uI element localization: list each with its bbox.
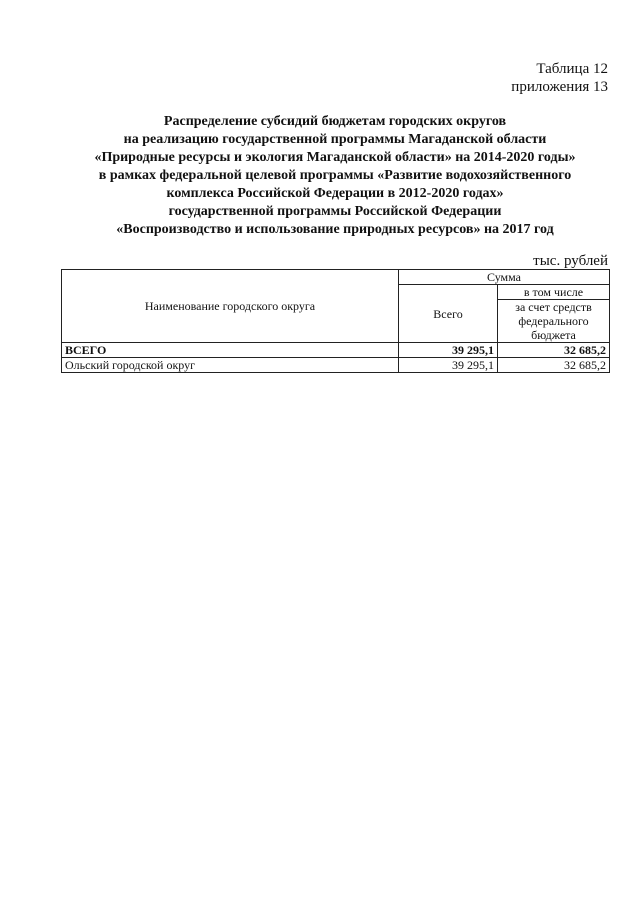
table-reference <box>511 60 608 96</box>
reference-table-number: Таблица 12 <box>536 61 608 77</box>
units-label: тыс. рублей <box>533 253 608 269</box>
header-federal-line: федерального <box>518 314 589 328</box>
title-line: в рамках федеральной целевой программы «Развитие водохозяйственного <box>98 168 572 183</box>
title-line: «Воспроизводство и использование природных ресурсов» на 2017 год <box>116 222 554 237</box>
header-federal-budget <box>498 300 610 343</box>
table-row <box>62 358 610 373</box>
row-federal-value: 32 685,2 <box>498 358 610 373</box>
title-line: «Природные ресурсы и экология Магаданской области» на 2014-2020 годы» <box>94 150 576 165</box>
header-sum: Сумма <box>399 270 610 285</box>
header-federal-line: бюджета <box>531 328 576 342</box>
header-federal-line: за счет средств <box>515 300 592 314</box>
table-row-total <box>62 343 610 358</box>
document-title <box>40 113 630 239</box>
subsidy-table <box>61 269 610 373</box>
title-line: государственной программы Российской Федерации <box>168 204 502 219</box>
row-name: Ольский городской округ <box>62 358 399 373</box>
header-district-name: Наименование городского округа <box>62 270 399 343</box>
header-row <box>62 270 610 285</box>
header-including: в том числе <box>498 285 610 300</box>
title-line: на реализацию государственной программы Магаданской области <box>123 132 547 147</box>
row-name: ВСЕГО <box>62 343 399 358</box>
header-total: Всего <box>399 285 498 343</box>
reference-appendix-number: приложения 13 <box>511 79 608 95</box>
title-line: Распределение субсидий бюджетам городских округов <box>163 114 507 129</box>
row-federal-value: 32 685,2 <box>498 343 610 358</box>
row-total-value: 39 295,1 <box>399 343 498 358</box>
title-line: комплекса Российской Федерации в 2012-2020 годах» <box>166 186 504 201</box>
row-total-value: 39 295,1 <box>399 358 498 373</box>
